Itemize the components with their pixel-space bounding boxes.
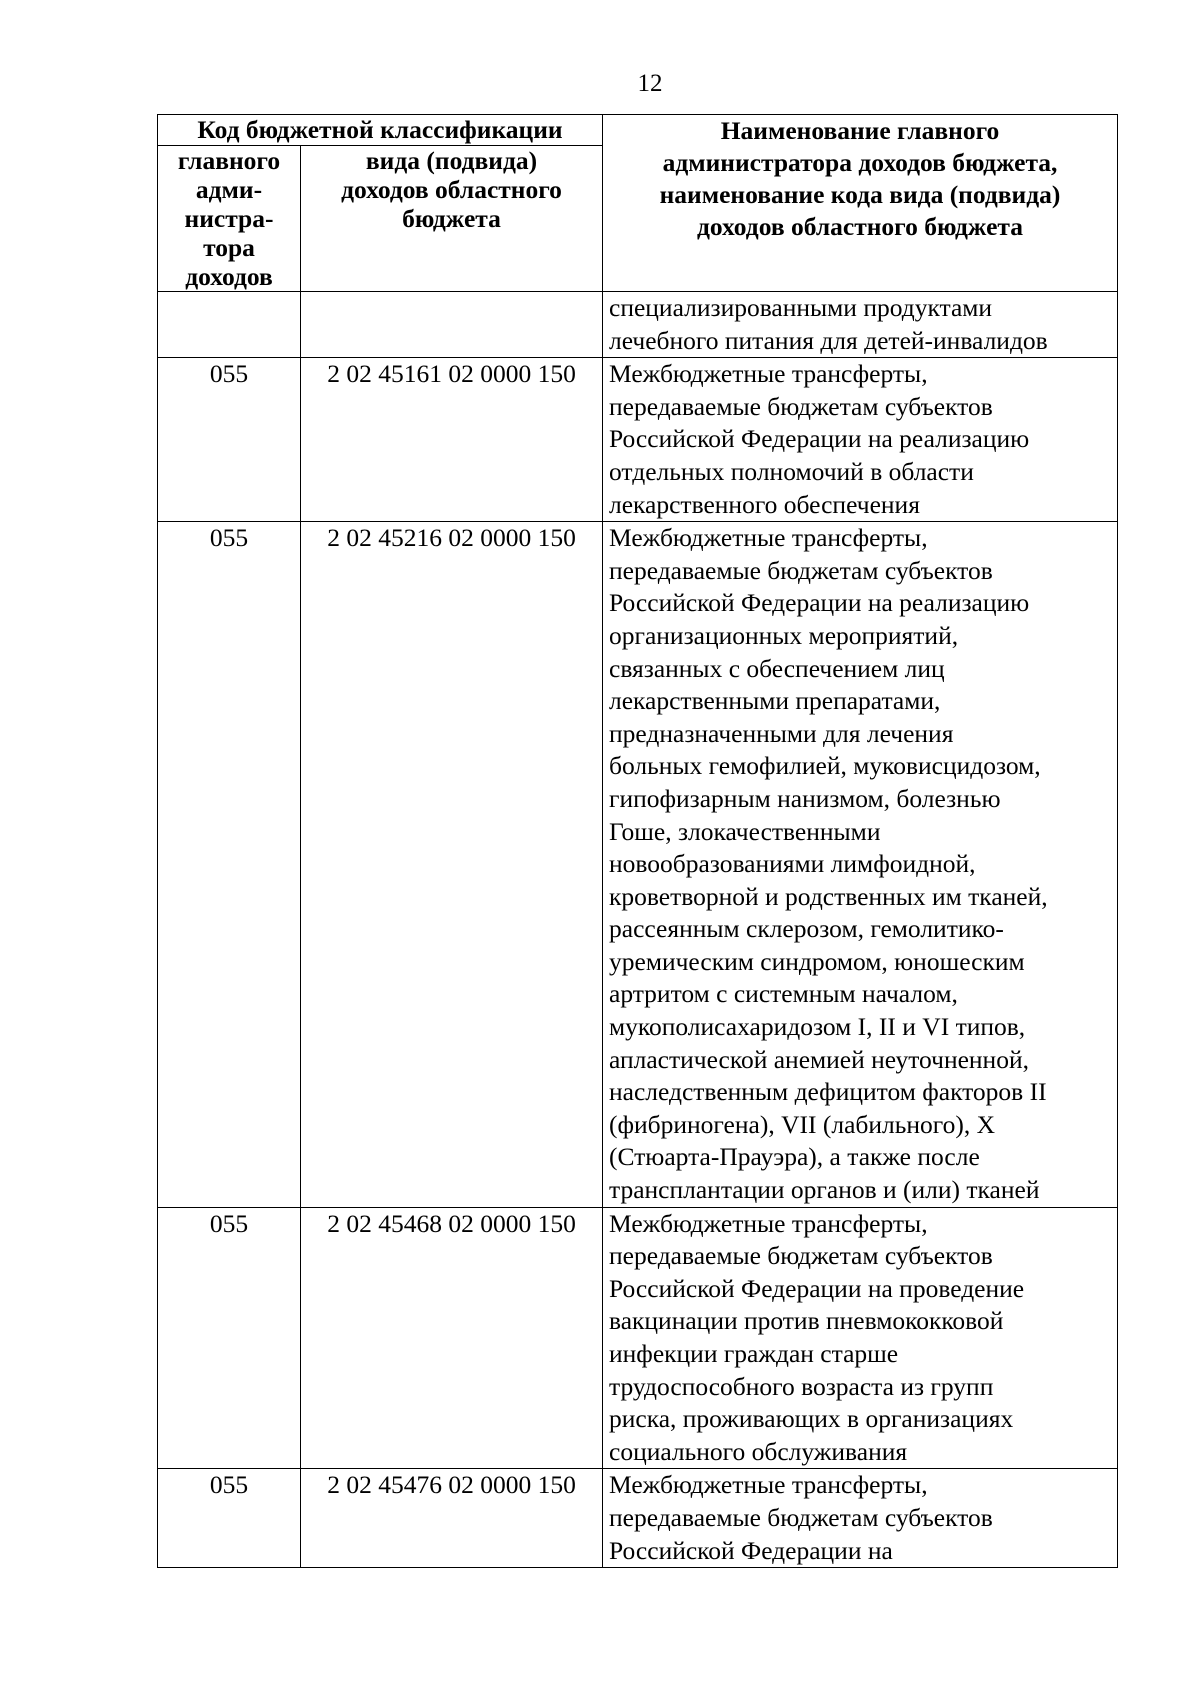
revenue-name-line: Межбюджетные трансферты, <box>609 359 928 389</box>
revenue-name-cell <box>603 1469 1118 1568</box>
revenue-name-line: Межбюджетные трансферты, <box>609 1470 928 1500</box>
revenue-name-line: больных гемофилией, муковисцидозом, <box>609 751 1041 781</box>
revenue-name-line: рассеянным склерозом, гемолитико- <box>609 914 1004 944</box>
header-code-line: доходов областного <box>341 175 562 204</box>
revenue-name-line: (Стюарта-Прауэра), а также после <box>609 1142 980 1172</box>
header-name-line: наименование кода вида (подвида) <box>659 180 1061 209</box>
revenue-name-cell <box>603 522 1118 1207</box>
revenue-name-line: передаваемые бюджетам субъектов <box>609 391 993 421</box>
header-name-line: Наименование главного <box>720 116 1000 145</box>
header-admin-line: тора <box>203 233 255 262</box>
revenue-name-line: передаваемые бюджетам субъектов <box>609 555 993 585</box>
revenue-name-line: специализированными продуктами <box>609 293 993 322</box>
table-row <box>158 292 1118 358</box>
header-admin-line: нистра- <box>184 204 274 233</box>
header-revenue-type-code <box>301 146 603 292</box>
header-admin-line: адми- <box>195 175 263 204</box>
revenue-name-line: Российской Федерации на проведение <box>609 1273 1025 1303</box>
header-admin-line: доходов <box>185 262 273 291</box>
page-number: 12 <box>637 70 663 97</box>
revenue-name-line: кроветворной и родственных им тканей, <box>609 881 1048 911</box>
admin-code-cell: 055 <box>158 358 301 522</box>
revenue-code-cell: 2 02 45476 02 0000 150 <box>301 1469 603 1568</box>
revenue-name-line: уремическим синдромом, юношеским <box>609 946 1025 976</box>
revenue-name-line: трудоспособного возраста из групп <box>609 1371 994 1401</box>
revenue-name-line: гипофизарным нанизмом, болезнью <box>609 783 1001 813</box>
revenue-name-line: передаваемые бюджетам субъектов <box>609 1241 993 1271</box>
revenue-name-line: передаваемые бюджетам субъектов <box>609 1502 993 1532</box>
revenue-name-cell <box>603 358 1118 522</box>
revenue-name-line: Межбюджетные трансферты, <box>609 523 928 553</box>
header-code-line: вида (подвида) <box>365 146 538 175</box>
revenue-name-line: (фибриногена), VII (лабильного), X <box>609 1109 995 1139</box>
revenue-name-line: организационных мероприятий, <box>609 620 959 650</box>
revenue-name-line: лекарственного обеспечения <box>609 489 920 519</box>
revenue-name-line: связанных с обеспечением лиц <box>609 653 945 683</box>
revenue-name-line: Межбюджетные трансферты, <box>609 1208 928 1238</box>
revenue-name-line: Гоше, злокачественными <box>609 816 881 846</box>
table-row <box>158 358 1118 522</box>
revenue-name-line: мукополисахаридозом I, II и VI типов, <box>609 1012 1026 1042</box>
admin-code-cell: 055 <box>158 1207 301 1469</box>
revenue-name-line: предназначенными для лечения <box>609 718 954 748</box>
revenue-name-line: вакцинации против пневмококковой <box>609 1306 1004 1336</box>
admin-code-cell <box>158 292 301 358</box>
revenue-name-line: лечебного питания для детей-инвалидов <box>609 325 1048 355</box>
admin-code-cell: 055 <box>158 522 301 1207</box>
header-admin-line: главного <box>177 146 281 175</box>
table-row <box>158 1469 1118 1568</box>
revenue-name-line: новообразованиями лимфоидной, <box>609 849 976 879</box>
table-row <box>158 522 1118 1207</box>
revenue-code-cell <box>301 292 603 358</box>
revenue-name-line: наследственным дефицитом факторов II <box>609 1077 1047 1107</box>
revenue-name-cell <box>603 292 1118 358</box>
header-budget-classification-code: Код бюджетной классификации <box>158 115 603 146</box>
table-header <box>158 115 1118 292</box>
revenue-name-line: социального обслуживания <box>609 1436 908 1466</box>
revenue-name-line: лекарственными препаратами, <box>609 686 941 716</box>
revenue-name-line: артритом с системным началом, <box>609 979 958 1009</box>
revenue-name-line: Российской Федерации на реализацию <box>609 424 1030 454</box>
revenue-code-cell: 2 02 45216 02 0000 150 <box>301 522 603 1207</box>
revenue-name-line: отдельных полномочий в области <box>609 456 974 486</box>
revenue-name-line: Российской Федерации на <box>609 1535 893 1565</box>
header-code-line: бюджета <box>402 204 501 233</box>
revenue-name-line: риска, проживающих в организациях <box>609 1404 1014 1434</box>
revenue-code-cell: 2 02 45468 02 0000 150 <box>301 1207 603 1469</box>
budget-classification-table <box>157 114 1118 1568</box>
header-name <box>603 115 1118 292</box>
revenue-name-line: апластической анемией неуточненной, <box>609 1044 1029 1074</box>
header-name-line: доходов областного бюджета <box>697 212 1023 241</box>
header-chief-administrator <box>158 146 301 292</box>
header-row-top <box>158 115 1118 146</box>
revenue-name-line: Российской Федерации на реализацию <box>609 588 1030 618</box>
revenue-name-line: инфекции граждан старше <box>609 1339 899 1368</box>
table-body <box>158 292 1118 1568</box>
revenue-name-cell <box>603 1207 1118 1469</box>
revenue-code-cell: 2 02 45161 02 0000 150 <box>301 358 603 522</box>
header-name-line: администратора доходов бюджета, <box>662 148 1058 177</box>
revenue-name-line: трансплантации органов и (или) тканей <box>609 1175 1040 1205</box>
admin-code-cell: 055 <box>158 1469 301 1568</box>
table-row <box>158 1207 1118 1469</box>
